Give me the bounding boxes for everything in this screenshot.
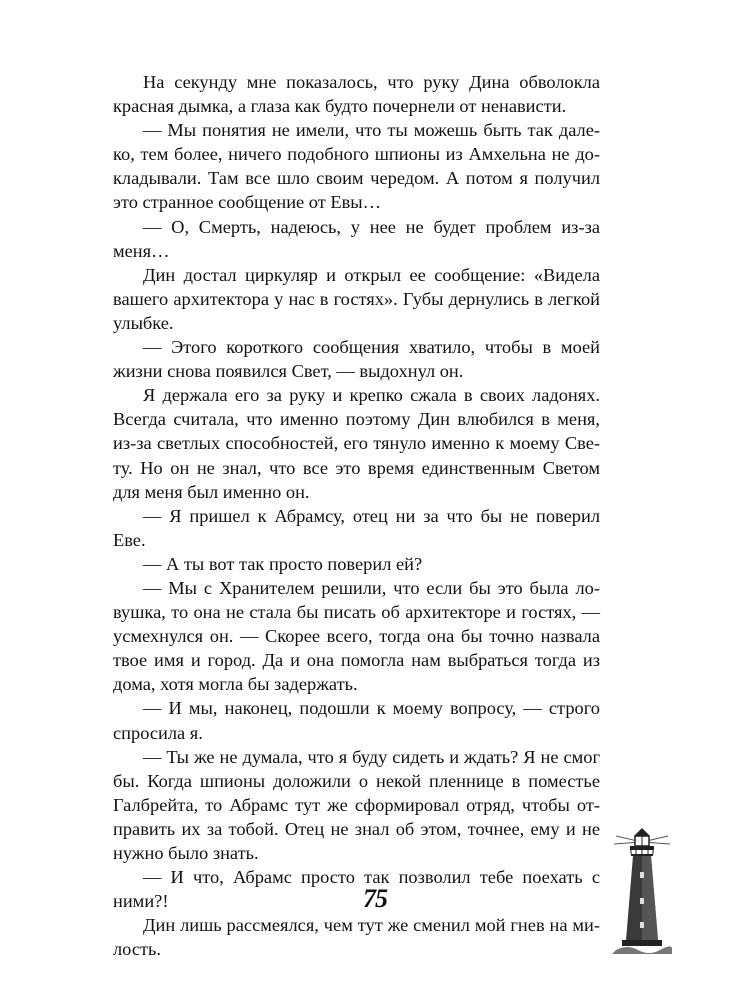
paragraph: — Я пришел к Абрамсу, отец ни за что бы не поверил Еве. [113,505,600,550]
page-text [113,70,600,961]
paragraph: Я держала его за руку и крепко сжала в своих ладонях. Всегда считала, что именно поэтому Дин влюбился в меня, из-за светлых способностей, его тянуло именно к моему Свету. Но он не знал, что все это время единственным Светом для меня был именно он. [113,385,600,502]
paragraph: — О, Смерть, надеюсь, у нее не будет проблем из-за меня… [113,216,600,261]
paragraph: Дин лишь рассмеялся, чем тут же сменил мой гнев на милость. [113,915,600,960]
paragraph: На секунду мне показалось, что руку Дина обволокла красная дымка, а глаза как будто почернели от ненависти. [113,72,600,117]
paragraph: Дин достал циркуляр и открыл ее сообщение: «Видела вашего архитектора у нас в гостях». Губы дернулись в легкой улыбке. [113,264,600,333]
paragraph: — Этого короткого сообщения хватило, чтобы в моей жизни снова появился Свет, — выдохнул он. [113,337,600,382]
lighthouse-icon [612,828,672,954]
page-number: 75 [363,884,387,913]
paragraph: — Мы понятия не имели, что ты можешь быть так далеко, тем более, ничего подобного шпионы из Амхельна не докладывали. Там все шло своим чередом. А потом я получил это странное сообщение от Евы… [113,120,600,213]
paragraph: — А ты вот так просто поверил ей? [143,553,423,574]
paragraph: — И что, Абрамс просто так позволил тебе поехать с ними?! [113,867,600,912]
paragraph: — Мы с Хранителем решили, что если бы это была ловушка, то она не стала бы писать об архитекторе и гостях, — усмехнулся он. — Скорее всего, тогда она бы точно назвала твое имя и город. Да и она помогла нам выбраться тогда из дома, хотя могла бы задержать. [113,577,600,695]
paragraph: — Ты же не думала, что я буду сидеть и ждать? Я не смог бы. Когда шпионы доложили о некой пленнице в поместье Галбрейта, то Абрамс тут же сформировал отряд, чтобы отправить их за тобой. Отец не знал об этом, точнее, ему и не нужно было знать. [113,746,600,863]
paragraph: — И мы, наконец, подошли к моему вопросу, — строго спросила я. [113,698,600,743]
